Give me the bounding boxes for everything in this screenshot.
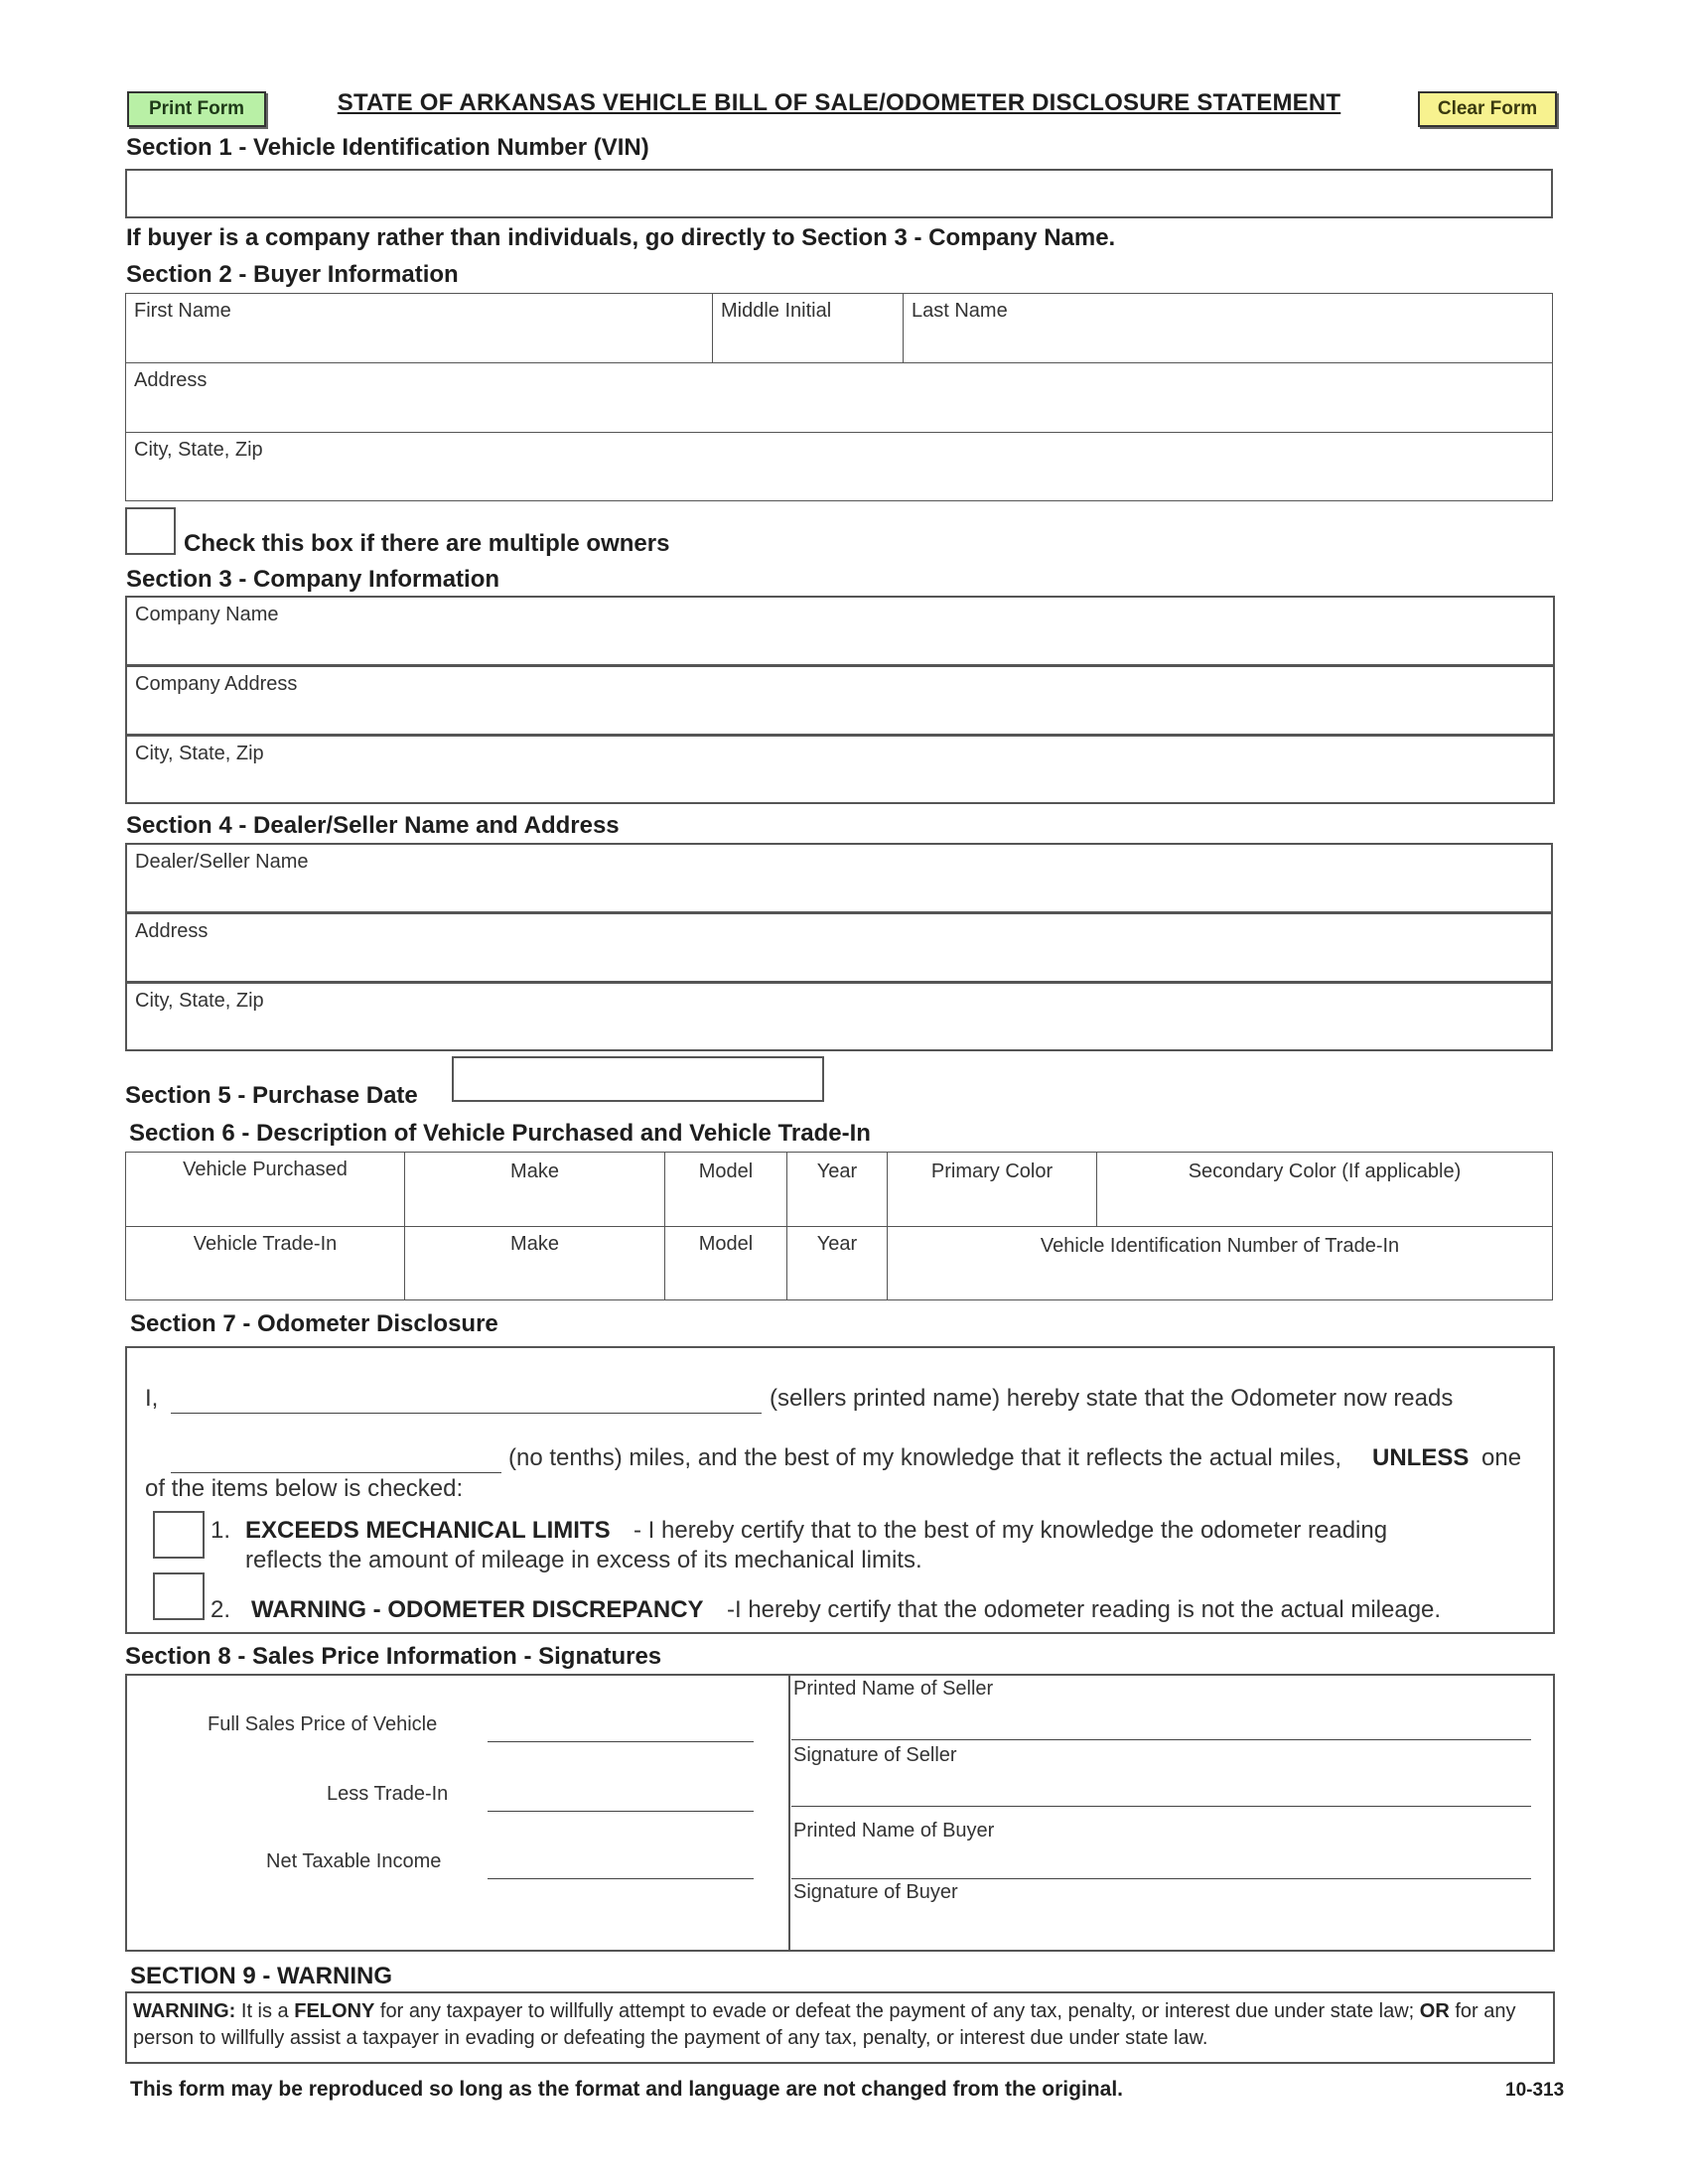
signature-buyer-label: Signature of Buyer	[793, 1881, 958, 1903]
vehicle-purchased-label: Vehicle Purchased	[183, 1159, 348, 1180]
less-trade-in-label: Less Trade-In	[327, 1783, 449, 1805]
warning-text	[133, 1998, 1543, 2052]
year-trade-in-label: Year	[816, 1233, 858, 1255]
item1-title: EXCEEDS MECHANICAL LIMITS	[245, 1517, 611, 1544]
dealer-name-cell[interactable]	[125, 843, 1553, 913]
item2-title: WARNING - ODOMETER DISCREPANCY	[251, 1596, 704, 1623]
make-purchased-cell[interactable]	[404, 1152, 665, 1227]
city-state-zip-label: City, State, Zip	[134, 439, 263, 461]
odometer-line1-prefix: I,	[145, 1385, 159, 1412]
odometer-unless: UNLESS	[1372, 1444, 1470, 1471]
full-sales-price-line[interactable]	[488, 1713, 754, 1742]
odometer-line2-end: one	[1481, 1444, 1522, 1471]
multiple-owners-label: Check this box if there are multiple owners	[184, 530, 670, 557]
last-name-label: Last Name	[912, 300, 1008, 322]
item1-text: - I hereby certify that to the best of my knowledge the odometer reading	[633, 1517, 1388, 1544]
secondary-color-cell[interactable]	[1096, 1152, 1553, 1227]
company-city-state-zip-cell[interactable]	[125, 735, 1555, 804]
net-taxable-label: Net Taxable Income	[266, 1850, 442, 1872]
section2-heading: Section 2 - Buyer Information	[126, 261, 459, 288]
dealer-name-label: Dealer/Seller Name	[135, 851, 309, 873]
item2-number: 2.	[211, 1596, 231, 1623]
clear-form-button[interactable]: Clear Form	[1418, 91, 1557, 127]
buyer-last-name-cell[interactable]	[903, 293, 1553, 363]
seller-printed-name-line[interactable]	[171, 1385, 762, 1414]
company-address-label: Company Address	[135, 673, 298, 695]
odometer-discrepancy-checkbox[interactable]	[153, 1572, 205, 1620]
printed-name-seller-label: Printed Name of Seller	[793, 1678, 994, 1700]
year-purchased-label: Year	[816, 1160, 858, 1182]
section3-heading: Section 3 - Company Information	[126, 566, 500, 593]
printed-name-buyer-line[interactable]	[791, 1848, 1531, 1879]
felony-word: FELONY	[294, 2000, 375, 2022]
form-title: STATE OF ARKANSAS VEHICLE BILL OF SALE/ODOMETER DISCLOSURE STATEMENT	[337, 89, 1341, 116]
purchase-date-input[interactable]	[460, 1064, 821, 1096]
odometer-line1-suffix: (sellers printed name) hereby state that the Odometer now reads	[770, 1385, 1454, 1412]
form-number: 10-313	[1505, 2080, 1565, 2101]
model-trade-in-label: Model	[698, 1233, 754, 1255]
signature-seller-label: Signature of Seller	[793, 1744, 957, 1766]
item1-number: 1.	[211, 1517, 231, 1544]
trade-in-vin-label: Vehicle Identification Number of Trade-In	[1040, 1235, 1400, 1257]
warning-part6: for any person to willfully assist a taxpayer in evading or defeating the payment of any tax, penalty, or interest due under state law.	[133, 2000, 1516, 2049]
dealer-address-cell[interactable]	[125, 912, 1553, 983]
make-trade-in-label: Make	[510, 1233, 559, 1255]
first-name-label: First Name	[134, 300, 231, 322]
company-address-cell[interactable]	[125, 665, 1555, 736]
warning-label: WARNING:	[133, 2000, 236, 2022]
section5-heading: Section 5 - Purchase Date	[125, 1082, 418, 1109]
year-trade-in-cell[interactable]	[786, 1226, 888, 1300]
net-taxable-line[interactable]	[488, 1850, 754, 1879]
reproduction-note: This form may be reproduced so long as the format and language are not changed from the original.	[130, 2078, 1123, 2101]
buyer-address-cell[interactable]	[125, 362, 1553, 433]
dealer-city-state-zip-label: City, State, Zip	[135, 990, 264, 1012]
odometer-line2-mid: (no tenths) miles, and the best of my knowledge that it reflects the actual miles,	[508, 1444, 1342, 1471]
printed-name-seller-line[interactable]	[791, 1707, 1531, 1740]
primary-color-label: Primary Color	[930, 1160, 1054, 1182]
odometer-line3: of the items below is checked:	[145, 1475, 464, 1502]
item2-text: -I hereby certify that the odometer reading is not the actual mileage.	[727, 1596, 1442, 1623]
vin-input[interactable]	[135, 179, 1549, 212]
primary-color-cell[interactable]	[887, 1152, 1097, 1227]
model-purchased-cell[interactable]	[664, 1152, 787, 1227]
vehicle-trade-in-cell[interactable]	[125, 1226, 405, 1300]
multiple-owners-checkbox[interactable]	[125, 507, 176, 555]
signature-seller-line[interactable]	[791, 1774, 1531, 1807]
full-sales-price-label: Full Sales Price of Vehicle	[208, 1713, 438, 1735]
warning-part4: for any taxpayer to willfully attempt to evade or defeat the payment of any tax, penalty, or interest due under state law;	[374, 2000, 1420, 2022]
company-name-label: Company Name	[135, 604, 279, 625]
buyer-first-name-cell[interactable]	[125, 293, 713, 363]
dealer-address-label: Address	[135, 920, 209, 942]
make-purchased-label: Make	[510, 1160, 559, 1182]
section8-heading: Section 8 - Sales Price Information - Signatures	[125, 1643, 662, 1670]
print-form-button[interactable]: Print Form	[127, 91, 266, 127]
secondary-color-label: Secondary Color (If applicable)	[1188, 1160, 1462, 1182]
make-trade-in-cell[interactable]	[404, 1226, 665, 1300]
middle-initial-label: Middle Initial	[721, 300, 832, 322]
company-name-cell[interactable]	[125, 596, 1555, 666]
company-note: If buyer is a company rather than individuals, go directly to Section 3 - Company Name.	[126, 224, 1116, 251]
trade-in-vin-cell[interactable]	[887, 1226, 1553, 1300]
model-purchased-label: Model	[698, 1160, 754, 1182]
odometer-miles-line[interactable]	[171, 1444, 501, 1473]
buyer-middle-initial-cell[interactable]	[712, 293, 904, 363]
exceeds-mechanical-limits-checkbox[interactable]	[153, 1511, 205, 1559]
printed-name-buyer-label: Printed Name of Buyer	[793, 1820, 995, 1842]
less-trade-in-line[interactable]	[488, 1783, 754, 1812]
vin-field-box	[125, 169, 1553, 218]
purchase-date-box	[452, 1056, 824, 1102]
or-word: OR	[1419, 2000, 1450, 2022]
vehicle-purchased-cell[interactable]	[125, 1152, 405, 1227]
item1-text-line2: reflects the amount of mileage in excess of its mechanical limits.	[245, 1547, 922, 1573]
buyer-city-state-zip-cell[interactable]	[125, 432, 1553, 501]
section7-heading: Section 7 - Odometer Disclosure	[130, 1310, 498, 1337]
model-trade-in-cell[interactable]	[664, 1226, 787, 1300]
warning-part2: It is a	[235, 2000, 295, 2022]
year-purchased-cell[interactable]	[786, 1152, 888, 1227]
section1-heading: Section 1 - Vehicle Identification Number (VIN)	[126, 134, 649, 161]
dealer-city-state-zip-cell[interactable]	[125, 982, 1553, 1051]
section6-heading: Section 6 - Description of Vehicle Purchased and Vehicle Trade-In	[129, 1120, 871, 1147]
sales-signatures-divider	[788, 1674, 790, 1952]
vehicle-trade-in-label: Vehicle Trade-In	[193, 1233, 338, 1255]
company-city-state-zip-label: City, State, Zip	[135, 743, 264, 764]
section4-heading: Section 4 - Dealer/Seller Name and Address	[126, 812, 620, 839]
address-label: Address	[134, 369, 208, 391]
section9-heading: SECTION 9 - WARNING	[130, 1963, 393, 1989]
